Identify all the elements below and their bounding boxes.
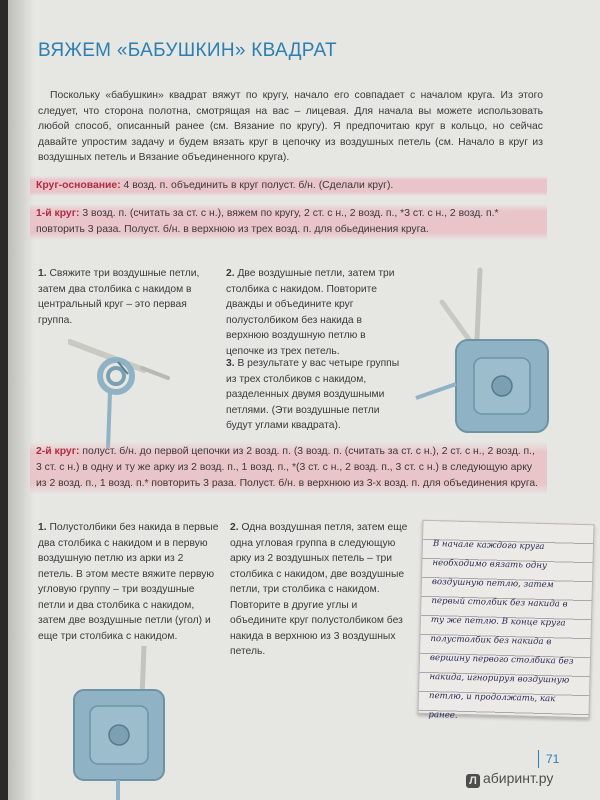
page-title: ВЯЖЕМ «БАБУШКИН» КВАДРАТ	[38, 40, 337, 61]
round-2-text: полуст. б/н. до первой цепочки из 2 возд. п. (3 возд. п. (считать за ст. с н.), 2 ст. с н., 2 возд. п., 3 ст. с н.) в одну и ту же арку из 2 возд. п., 1 возд. п., *(3 ст. с н., 2 возд. п., 3 ст. с н.) в следующую арку из 2 возд. п., 1 возд. п.* повторить 3 раза. Полуст. б/н. в верхнюю из 3-х возд. п. для объединения круга.	[36, 446, 539, 489]
round-2-step-1-number: 1.	[38, 522, 47, 533]
step-3-number: 3.	[226, 358, 235, 369]
book-page	[8, 0, 600, 800]
step-1-illustration	[68, 322, 178, 450]
step-2-text: Две воздушные петли, затем три столбика с накидом. Повторите дважды и объедините круг полустолбиком без накида в верхнюю воздушную петлю в цепочке из трех петель.	[226, 268, 395, 357]
watermark	[466, 770, 553, 788]
step-2-caption	[226, 266, 404, 359]
round-2-square-illustration	[70, 646, 180, 800]
step-2-number: 2.	[226, 268, 235, 279]
round-2-step-2-number: 2.	[230, 522, 239, 533]
step-1-text: Свяжите три воздушные петли, затем два столбика с накидом в центральный круг – это первая группа.	[38, 268, 200, 326]
step-1-caption	[38, 266, 216, 328]
round-2-instruction	[30, 442, 547, 494]
round-2-step-2-caption	[230, 520, 408, 660]
round-1-instruction	[30, 204, 547, 240]
base-round-label: Круг-основание:	[36, 180, 121, 191]
yarn-ring-image	[100, 360, 132, 448]
round-2-step-1-caption	[38, 520, 220, 644]
labirint-logo-icon: Л	[466, 774, 480, 788]
granny-square-image	[74, 690, 164, 800]
round-2-step-2-text: Одна воздушная петля, затем еще одна угловая группа в следующую арку из 2 воздушных петель – три столбика с накидом, две воздушные петли, три столбика с накидом. Повторите в другие углы и объедините круг полустолбиком без накида в верхнюю из 3 воздушных петель.	[230, 522, 408, 657]
round-1-square-illustration	[412, 264, 600, 436]
handwritten-note-text: В начале каждого круга необходимо вязать одну воздушную петлю, затем первый столбик без накида в ту же петлю. В конце круга полустолбик без накида в вершину первого столбика без накида, игнорируя воздушную петлю, и продолжать, как ранее.	[428, 539, 574, 721]
page-gutter	[8, 0, 34, 800]
page-number: 71	[546, 752, 560, 766]
intro-paragraph: Поскольку «бабушкин» квадрат вяжут по кругу, начало его совпадает с началом круга. Из этого следует, что сторона полотна, смотрящая на вас – лицевая. Для начала вы можете использовать любой способ, описанный ранее (см. Вязание по кругу). Я предпочитаю круг в кольцо, но сейчас давайте упростим задачу и будем вязать круг в цепочку из воздушных петель (см. Начало в круг из воздушных петель и Вязание объединенного круга).	[38, 90, 543, 163]
granny-square-image	[416, 340, 548, 432]
round-2-label: 2-й круг:	[36, 446, 80, 457]
handwritten-note-card	[417, 520, 594, 721]
base-round-text: 4 возд. п. объединить в круг полуст. б/н. (Сделали круг).	[120, 180, 394, 191]
step-3-caption	[226, 356, 404, 434]
round-2-step-1-text: Полустолбики без накида в первые два столбика с накидом и в первую воздушную петлю из арки из 2 петель. В этом месте вяжите первую угловую группу – три воздушные петли и два столбика с накидом, затем две воздушные петли (угол) и еще три столбика с накидом.	[38, 522, 219, 642]
step-1-number: 1.	[38, 268, 47, 279]
round-1-text: 3 возд. п. (считать за ст. с н.), вяжем по кругу, 2 ст. с н., 2 возд. п., *3 ст. с н., 2 возд. п.* повторить 3 раза. Полуст. б/н. в верхнюю из трех возд. п. для обьединения круга.	[36, 208, 499, 235]
round-1-label: 1-й круг:	[36, 208, 80, 219]
base-round-instruction	[30, 176, 547, 196]
watermark-text: абиринт.ру	[483, 770, 554, 786]
step-3-text: В результате у вас четыре группы из трех столбиков с накидом, разделенных двумя воздушными петлями. (Эти воздушные петли будут углами квадрата).	[226, 358, 400, 431]
page-number-divider	[538, 750, 539, 768]
